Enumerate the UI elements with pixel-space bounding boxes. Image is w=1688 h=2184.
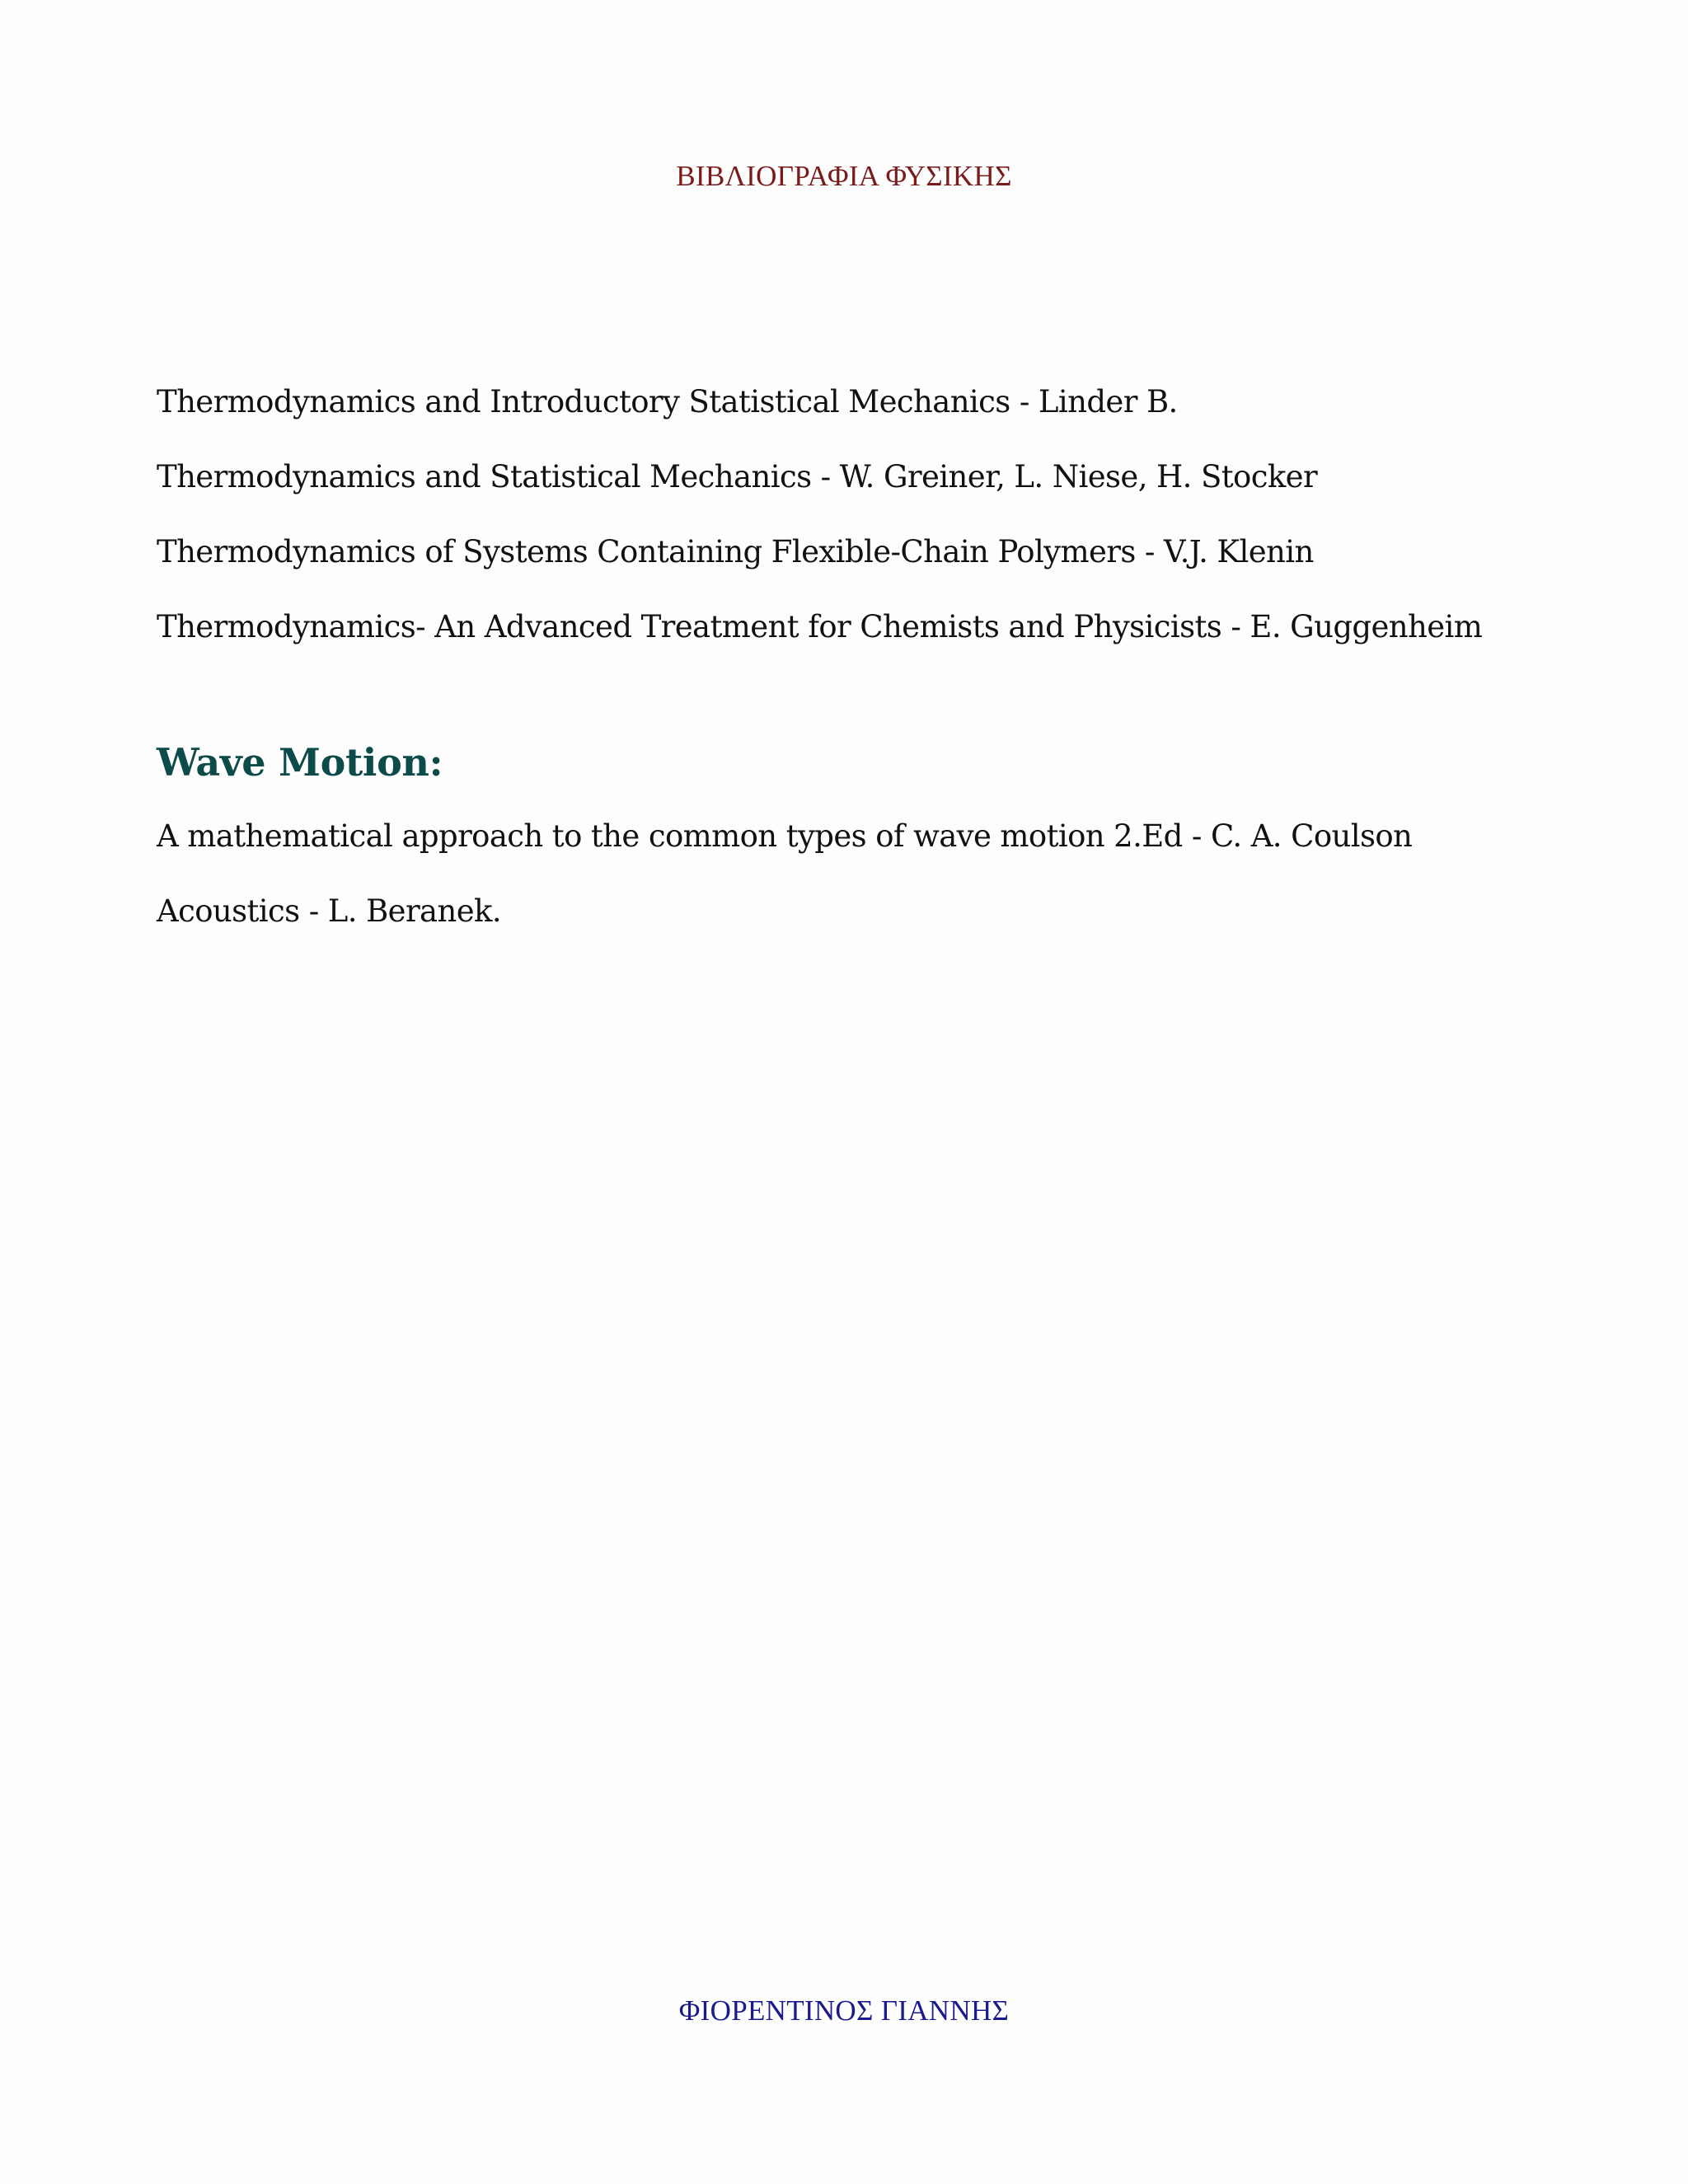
section-spacer bbox=[157, 649, 1558, 738]
bibliography-entry: Thermodynamics and Statistical Mechanics - W. Greiner, L. Niese, H. Stocker bbox=[157, 459, 1318, 494]
section-heading-wave-motion: Wave Motion: bbox=[157, 740, 443, 785]
bibliography-entry: Thermodynamics and Introductory Statistical Mechanics - Linder B. bbox=[157, 384, 1178, 419]
bibliography-entry: A mathematical approach to the common types of wave motion 2.Ed - C. A. Coulson bbox=[157, 818, 1413, 854]
page-footer-author: ΦΙΟΡΕΝΤΙΝΟΣ ΓΙΑΝΝΗΣ bbox=[678, 1994, 1010, 2027]
page-header-title: ΒΙΒΛΙΟΓΡΑΦΙΑ ΦΥΣΙΚΗΣ bbox=[676, 160, 1012, 192]
bibliography-entry: Thermodynamics- An Advanced Treatment for Chemists and Physicists - E. Guggenheim bbox=[157, 609, 1483, 644]
bibliography-content bbox=[157, 381, 1558, 933]
bibliography-entry: Acoustics - L. Beranek. bbox=[157, 893, 502, 929]
heading-spacer bbox=[157, 787, 1558, 815]
bibliography-entry: Thermodynamics of Systems Containing Flexible-Chain Polymers - V.J. Klenin bbox=[157, 534, 1314, 569]
